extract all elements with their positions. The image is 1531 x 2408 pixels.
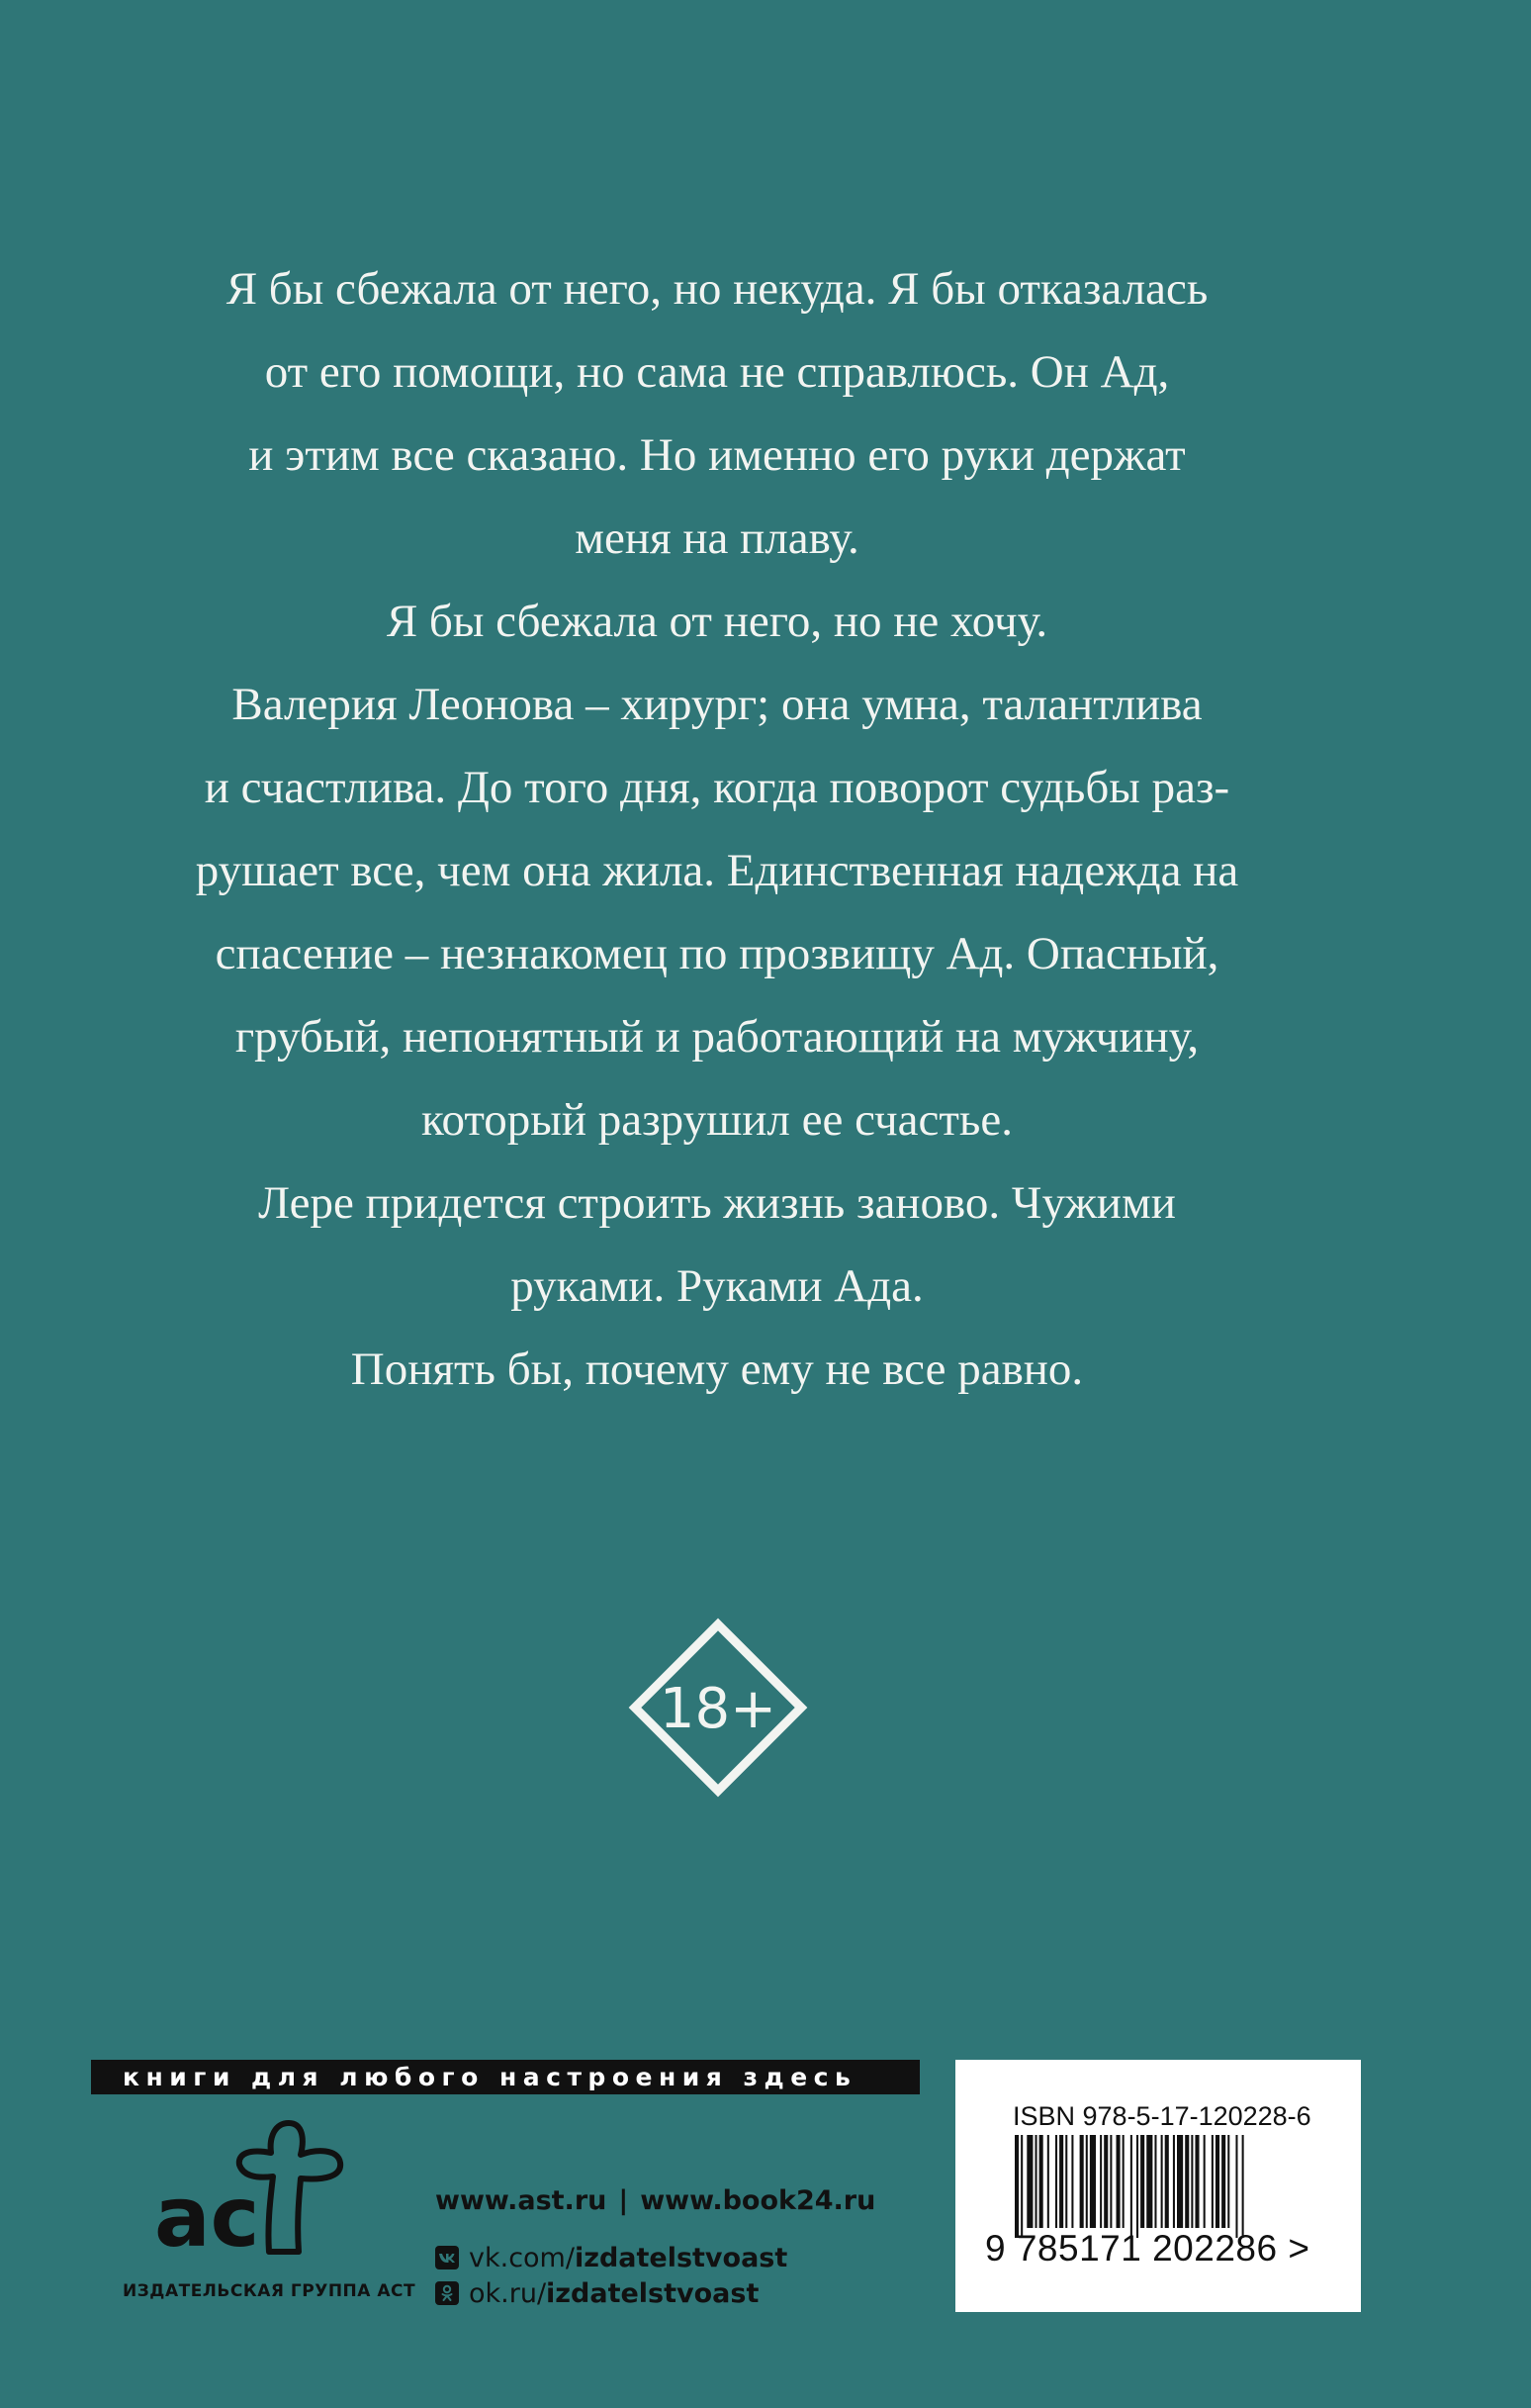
blurb-line: Понять бы, почему ему не все равно. — [350, 1343, 1084, 1395]
ok-link-prefix: ok.ru/ — [469, 2277, 547, 2309]
barcode-bar — [1173, 2135, 1175, 2228]
site-link-book24[interactable]: www.book24.ru — [640, 2184, 876, 2216]
barcode-bar — [1161, 2135, 1163, 2228]
barcode-bar — [1177, 2135, 1183, 2228]
barcode-bar — [1065, 2135, 1067, 2228]
barcode-bar — [1036, 2135, 1037, 2228]
barcode-bar — [1195, 2135, 1199, 2228]
age-rating-diamond-icon — [627, 1617, 809, 1799]
blurb-line: меня на плаву. — [575, 512, 859, 564]
barcode-bar — [1130, 2135, 1132, 2238]
vk-link[interactable] — [435, 2240, 875, 2275]
blurb-line: Я бы сбежала от него, но некуда. Я бы отказалась — [225, 263, 1209, 315]
barcode-bar — [1110, 2135, 1112, 2228]
barcode-bar — [1027, 2135, 1033, 2228]
publisher-logo — [148, 2115, 366, 2269]
odnoklassniki-icon — [435, 2281, 459, 2305]
barcode-bar — [1136, 2135, 1138, 2238]
barcode-bar — [1146, 2135, 1152, 2228]
barcode-bar — [1212, 2135, 1214, 2228]
barcode-bar — [1204, 2135, 1206, 2228]
vk-icon — [435, 2246, 459, 2269]
barcode-bar — [1242, 2135, 1244, 2238]
barcode-bar — [1165, 2135, 1169, 2228]
blurb-line: руками. Руками Ада. — [510, 1260, 924, 1312]
ok-link[interactable] — [435, 2275, 875, 2311]
barcode-bar — [1100, 2135, 1102, 2228]
barcode-bar — [1123, 2135, 1125, 2228]
age-rating-text: 18+ — [659, 1677, 777, 1741]
barcode-bar — [1154, 2135, 1156, 2228]
barcode-bar — [1086, 2135, 1088, 2228]
barcode-bar — [1140, 2135, 1144, 2228]
barcode-bar — [1227, 2135, 1229, 2228]
vk-link-prefix: vk.com/ — [469, 2242, 575, 2273]
barcode-bar — [1235, 2135, 1237, 2238]
blurb-line: Валерия Леонова – хирург; она умна, талантлива — [231, 679, 1203, 730]
barcode-bar — [1191, 2135, 1193, 2228]
logo-text: ac — [154, 2169, 260, 2266]
blurb-line: и счастлива. До того дня, когда поворот судьбы раз- — [204, 762, 1230, 813]
barcode-bar — [1071, 2135, 1073, 2228]
blurb-line: который разрушил ее счастье. — [421, 1094, 1013, 1146]
barcode-bar — [1117, 2135, 1121, 2228]
barcode-bar — [1055, 2135, 1057, 2228]
isbn-barcode-box — [955, 2060, 1361, 2312]
link-separator: | — [618, 2184, 629, 2216]
vk-link-handle: izdatelstvoast — [574, 2242, 788, 2273]
age-rating-badge — [627, 1617, 809, 1799]
tagline-bar: книги для любого настроения здесь — [91, 2060, 920, 2094]
barcode-bar — [1221, 2135, 1225, 2228]
barcode-bar — [1216, 2135, 1219, 2228]
website-links — [435, 2182, 875, 2218]
barcode-bar — [1047, 2135, 1049, 2228]
barcode-bar — [1039, 2135, 1043, 2228]
isbn-label: ISBN 978-5-17-120228-6 — [1013, 2101, 1311, 2131]
site-link-ast[interactable]: www.ast.ru — [435, 2184, 607, 2216]
back-cover-blurb — [148, 247, 1286, 1411]
blurb-line: от его помощи, но сама не справлюсь. Он Ад, — [264, 346, 1170, 398]
barcode-bar — [1104, 2135, 1108, 2228]
barcode-bar — [1080, 2135, 1084, 2228]
blurb-line: рушает все, чем она жила. Единственная надежда на — [195, 845, 1239, 896]
barcode-bar — [1015, 2135, 1019, 2238]
barcode — [1015, 2135, 1302, 2238]
barcode-bar — [1021, 2135, 1023, 2238]
barcode-bar — [1059, 2135, 1063, 2228]
blurb-line: Я бы сбежала от него, но не хочу. — [386, 596, 1048, 647]
blurb-line: спасение – незнакомец по прозвищу Ад. Опасный, — [215, 928, 1219, 979]
ast-logo-icon — [148, 2115, 366, 2269]
ok-link-handle: izdatelstvoast — [546, 2277, 760, 2309]
barcode-icon — [1015, 2135, 1302, 2238]
barcode-bar — [1185, 2135, 1189, 2228]
blurb-line: грубый, непонятный и работающий на мужчину, — [234, 1011, 1200, 1063]
barcode-digits: 9 785171 202286 > — [985, 2228, 1310, 2269]
publisher-links — [435, 2182, 875, 2311]
barcode-bar — [1090, 2135, 1096, 2228]
blurb-line: и этим все сказано. Но именно его руки держат — [248, 429, 1186, 481]
blurb-line: Лере придется строить жизнь заново. Чужими — [258, 1177, 1176, 1229]
publisher-name: ИЗДАТЕЛЬСКАЯ ГРУППА АСТ — [123, 2281, 416, 2301]
